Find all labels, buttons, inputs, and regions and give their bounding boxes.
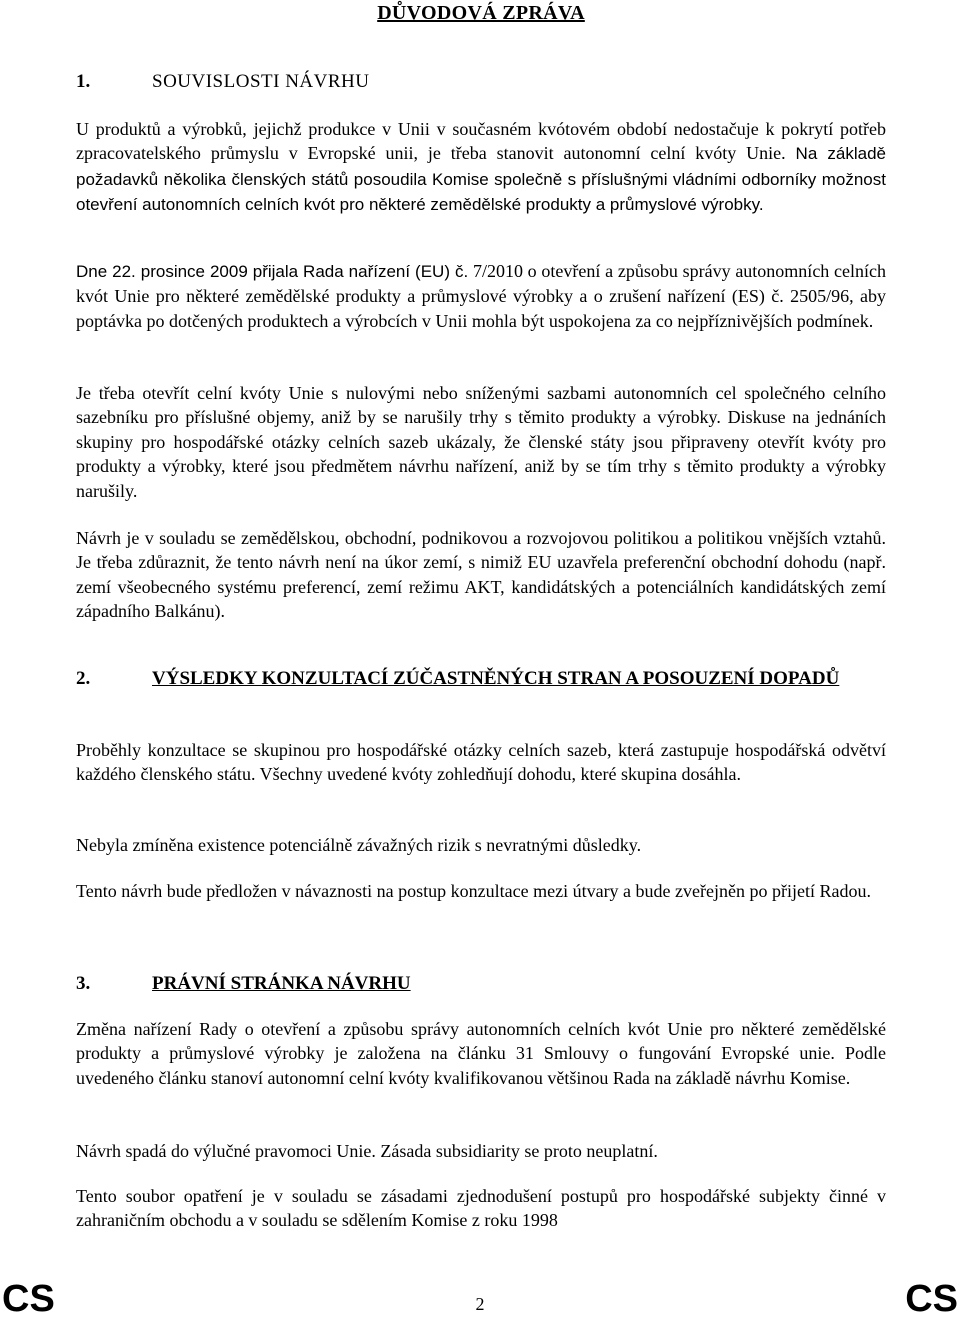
paragraph: Změna nařízení Rady o otevření a způsobu správy autonomních celních kvót Unie pro některé zemědělské produkty a průmyslové výrobky je založena na článku 31 Smlouvy o fungování Evropské unie. Podle uvedeného článku stanoví autonomní celní kvóty kvalifikovanou většinou Rada na základě návrhu Komise. [76,1019,886,1088]
paragraph: Tento návrh bude předložen v návaznosti na postup konzultace mezi útvary a bude zveřejněn po přijetí Radou. [76,881,871,901]
paragraph: Nebyla zmíněna existence potenciálně závažných rizik s nevratnými důsledky. [76,835,642,855]
paragraph: Návrh spadá do výlučné pravomoci Unie. Zásada subsidiarity se proto neuplatní. [76,1141,658,1161]
paragraph: Je třeba otevřít celní kvóty Unie s nulovými nebo sníženými sazbami autonomních cel společného celního sazebníku pro příslušné objemy, aniž by se narušily trhy s těmito produkty a výrobky. Diskuse na jednáních skupiny pro hospodářské otázky celních sazeb ukázaly, že členské státy jsou připraveny otevřít kvóty pro produkty a výrobky, které jsou předmětem návrhu nařízení, aniž by se tím trhy s těmito produkty a výrobky narušily. [76,383,886,501]
section-title: SOUVISLOSTI NÁVRHU [152,71,370,92]
paragraph-text: U produktů a výrobků, jejichž produkce v Unii v současném kvótovém období nedostačuje k pokrytí potřeb zpracovatelského průmyslu v Evropské unii, je třeba stanovit autonomní celní kvóty Unie. [76,119,886,164]
paragraph-text: 7/2010 o otevření a způsobu správy autonomních celních kvót Unie pro některé zemědělské produkty a průmyslové výrobky a o zrušení nařízení (ES) č. 2505/96, aby poptávka po dotčených produktech a výrobcích v Unii mohla být uspokojena za co nejpříznivějších podmínek. [76,261,887,331]
section-title: VÝSLEDKY KONZULTACÍ ZÚČASTNĚNÝCH STRAN A POSOUZENÍ DOPADŮ [152,668,840,689]
language-mark-right: CS [905,1278,958,1320]
language-mark-left: CS [2,1278,55,1320]
section-title: PRÁVNÍ STRÁNKA NÁVRHU [152,973,411,994]
paragraph [76,259,886,333]
section-number: 1. [76,71,91,92]
paragraph-text: Dne 22. prosince 2009 přijala Rada nařízení (EU) č. [76,262,469,281]
section-number: 2. [76,668,91,689]
paragraph: Návrh je v souladu se zemědělskou, obchodní, podnikovou a rozvojovou politikou a politikou vnějších vztahů. Je třeba zdůraznit, že tento návrh není na úkor zemí, s nimiž EU uzavřela preferenční obchodní dohodu (např. zemí všeobecného systému preferencí, zemí režimu AKT, kandidátských a potenciálních kandidátských zemí západního Balkánu). [76,528,886,622]
document-title: DŮVODOVÁ ZPRÁVA [377,2,585,24]
section-number: 3. [76,973,91,994]
paragraph-text: Na základě požadavků několika členských států posoudila Komise společně s příslušnými vládními odborníky možnost otevření autonomních celních kvót pro některé zemědělské produkty a průmyslové výrobky. [76,144,886,215]
page-number: 2 [475,1294,485,1314]
paragraph [76,117,886,218]
paragraph: Proběhly konzultace se skupinou pro hospodářské otázky celních sazeb, která zastupuje hospodářská odvětví každého členského státu. Všechny uvedené kvóty zohledňují dohodu, které skupina dosáhla. [76,740,886,785]
paragraph: Tento soubor opatření je v souladu se zásadami zjednodušení postupů pro hospodářské subjekty činné v zahraničním obchodu a v souladu se sdělením Komise z roku 1998 [76,1186,886,1231]
